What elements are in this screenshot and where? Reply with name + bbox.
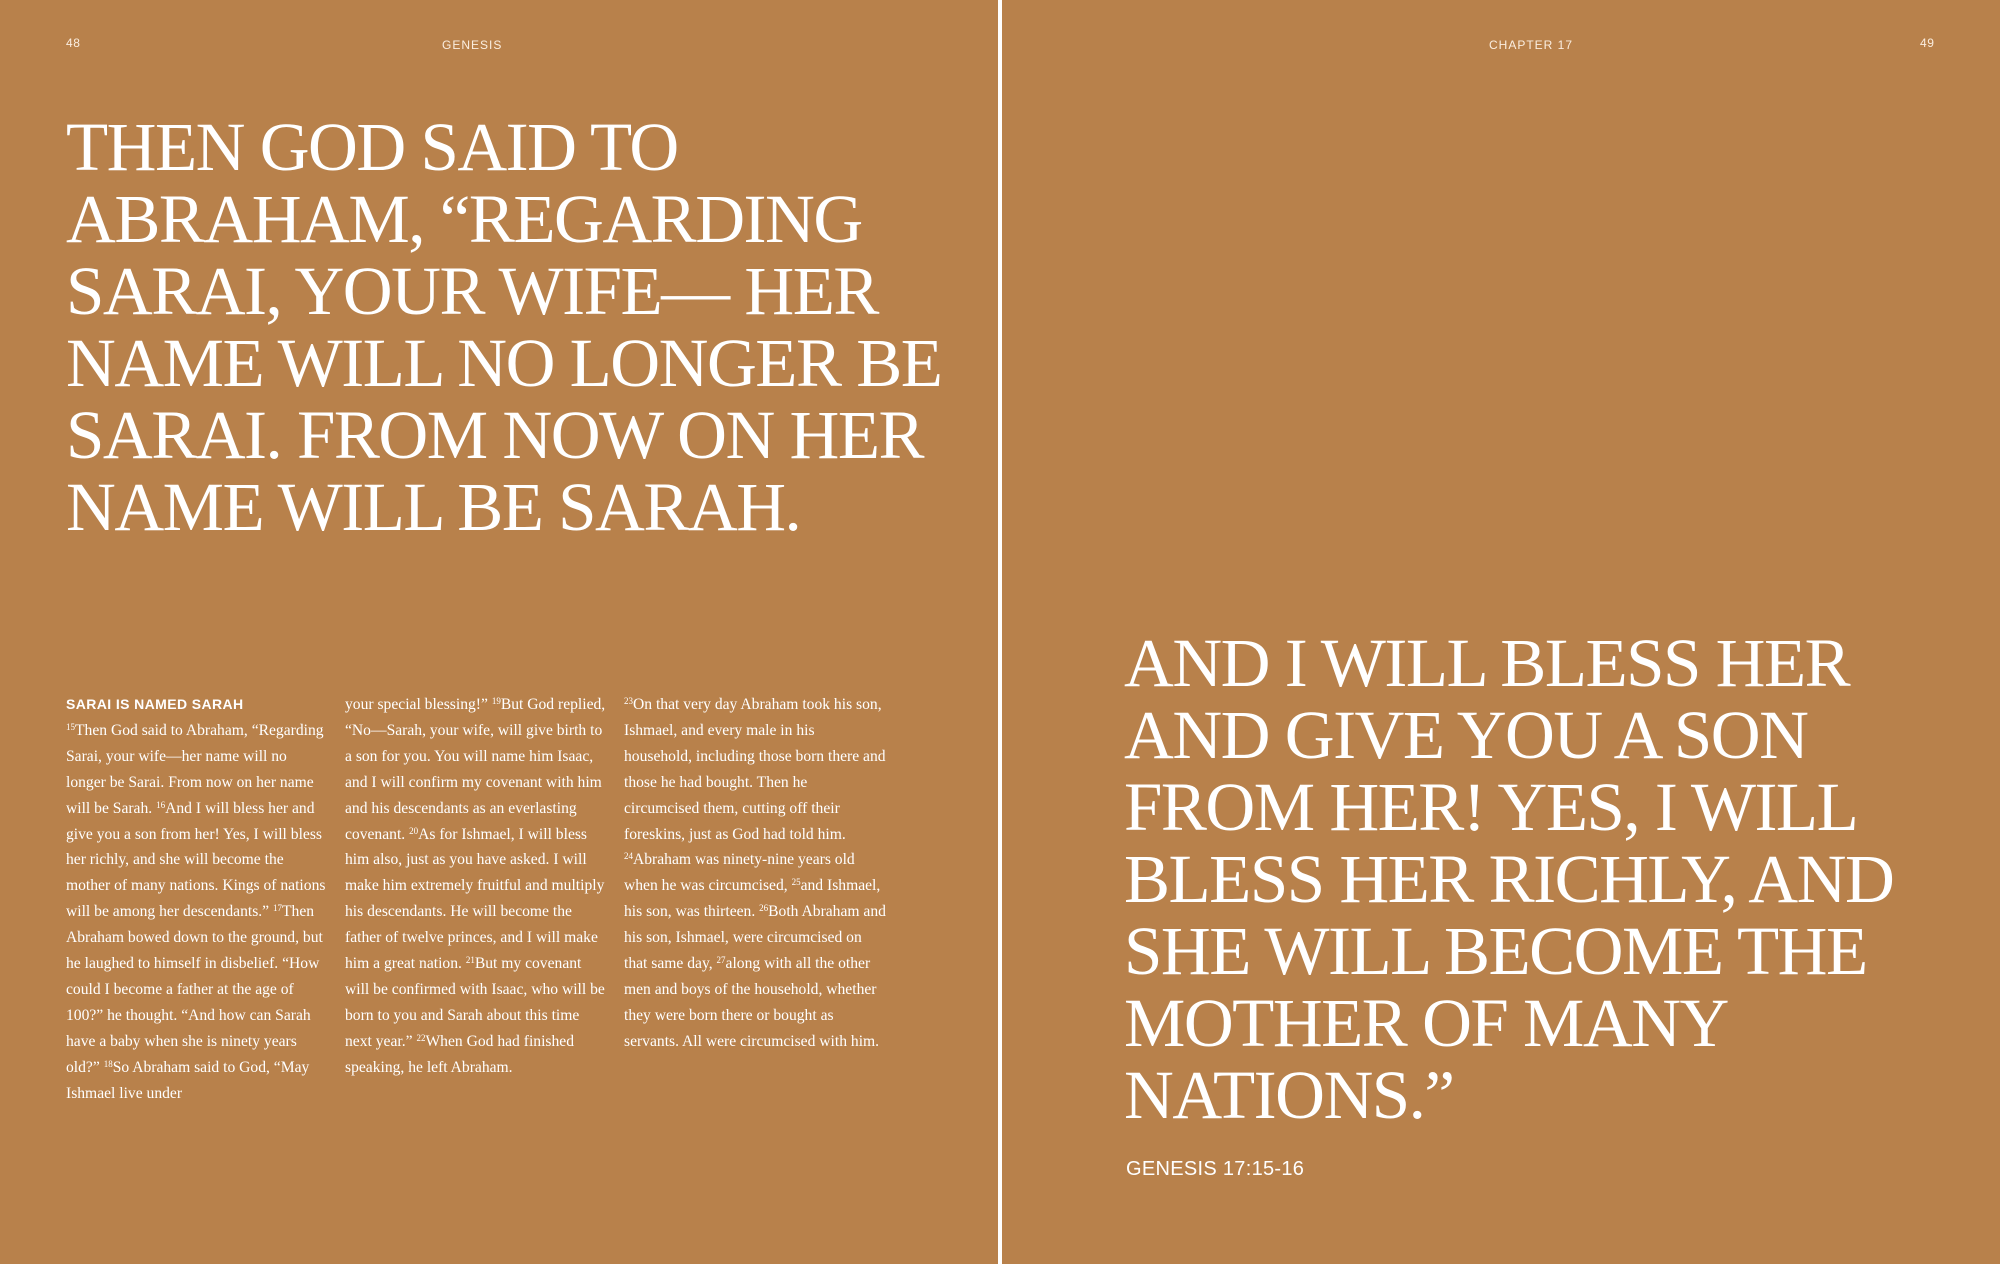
right-page xyxy=(1002,0,2000,1264)
verse-text: along with all the other men and boys of the household, whether they were born there or bought as servants. All were circumcised with him. xyxy=(624,955,880,1050)
verse-number: 23 xyxy=(624,696,633,706)
page-number-right: 49 xyxy=(1920,36,1935,50)
page-number-left: 48 xyxy=(66,36,81,50)
verse-text: Then God said to Abraham, “Regarding Sarai, your wife—her name will no longer be Sarai. From now on her name will be Sarah. xyxy=(66,721,324,817)
verse-number: 27 xyxy=(716,955,726,966)
text-column-3 xyxy=(624,692,886,1055)
verse-text: On that very day Abraham took his son, Ishmael, and every male in his household, including those born there and those he had bought. Then he circumcised them, cutting off their foreskins, just as God had told him. xyxy=(624,696,886,843)
verse-text: and Ishmael, his son, was thirteen. xyxy=(624,877,881,921)
verse-text: As for Ishmael, I will bless him also, just as you have asked. I will make him extremely fruitful and multiply his descendants. He will become the father of twelve princes, and I will make him a great nation. xyxy=(345,825,605,973)
running-head-chapter: CHAPTER 17 xyxy=(1489,38,1574,52)
verse-text: Both Abraham and his son, Ishmael, were circumcised on that same day, xyxy=(624,903,886,973)
verse-number: 20 xyxy=(409,825,419,836)
verse-text: your special blessing!” xyxy=(345,696,488,713)
verse-text: Abraham was ninety-nine years old when he was circumcised, xyxy=(624,851,855,895)
running-head-book: GENESIS xyxy=(442,38,503,52)
verse-paragraph xyxy=(345,692,607,1081)
verse-text: Then Abraham bowed down to the ground, but he laughed to himself in disbelief. “How could I become a father at the age of 100?” he thought. “And how can Sarah have a baby when she is ninety years old?” xyxy=(66,903,323,1076)
verse-text: But God replied, “No—Sarah, your wife, will give birth to a son for you. You will name him Isaac, and I will confirm my covenant with him and his descendants as an everlasting covenant. xyxy=(345,696,606,843)
verse-text: And I will bless her and give you a son from her! Yes, I will bless her richly, and she will become the mother of many nations. Kings of nations will be among her descendants.” xyxy=(66,799,326,921)
pull-quote-left: THEN GOD SAID TO ABRAHAM, “REGARDING SARAI, YOUR WIFE— HER NAME WILL NO LONGER BE SARAI. FROM NOW ON HER NAME WILL BE SARAH. xyxy=(66,109,942,545)
verse-number: 22 xyxy=(416,1032,426,1043)
verse-number: 19 xyxy=(491,696,501,706)
verse-number: 26 xyxy=(759,903,769,914)
verse-number: 15 xyxy=(66,721,75,732)
verse-text: When God had finished speaking, he left Abraham. xyxy=(345,1032,574,1076)
verse-number: 24 xyxy=(624,851,633,862)
verse-text: So Abraham said to God, “May Ishmael live under xyxy=(66,1058,310,1102)
left-page xyxy=(0,0,998,1264)
pull-quote-right: AND I WILL BLESS HER AND GIVE YOU A SON FROM HER! YES, I WILL BLESS HER RICHLY, AND SHE WILL BECOME THE MOTHER OF MANY NATIONS.” xyxy=(1124,625,1894,1133)
verse-number: 21 xyxy=(465,955,475,966)
verse-paragraph xyxy=(624,692,886,1055)
verse-text: But my covenant will be confirmed with Isaac, who will be born to you and Sarah about this time next year.” xyxy=(345,955,605,1050)
section-heading: SARAI IS NAMED SARAH xyxy=(66,696,244,712)
verse-number: 25 xyxy=(791,877,801,888)
verse-number: 18 xyxy=(103,1058,113,1069)
verse-number: 16 xyxy=(156,799,166,810)
text-column-1 xyxy=(66,692,328,1107)
scripture-reference: GENESIS 17:15-16 xyxy=(1126,1158,1305,1180)
verse-paragraph xyxy=(66,718,328,1107)
text-column-2 xyxy=(345,692,607,1081)
verse-number: 17 xyxy=(273,903,282,914)
